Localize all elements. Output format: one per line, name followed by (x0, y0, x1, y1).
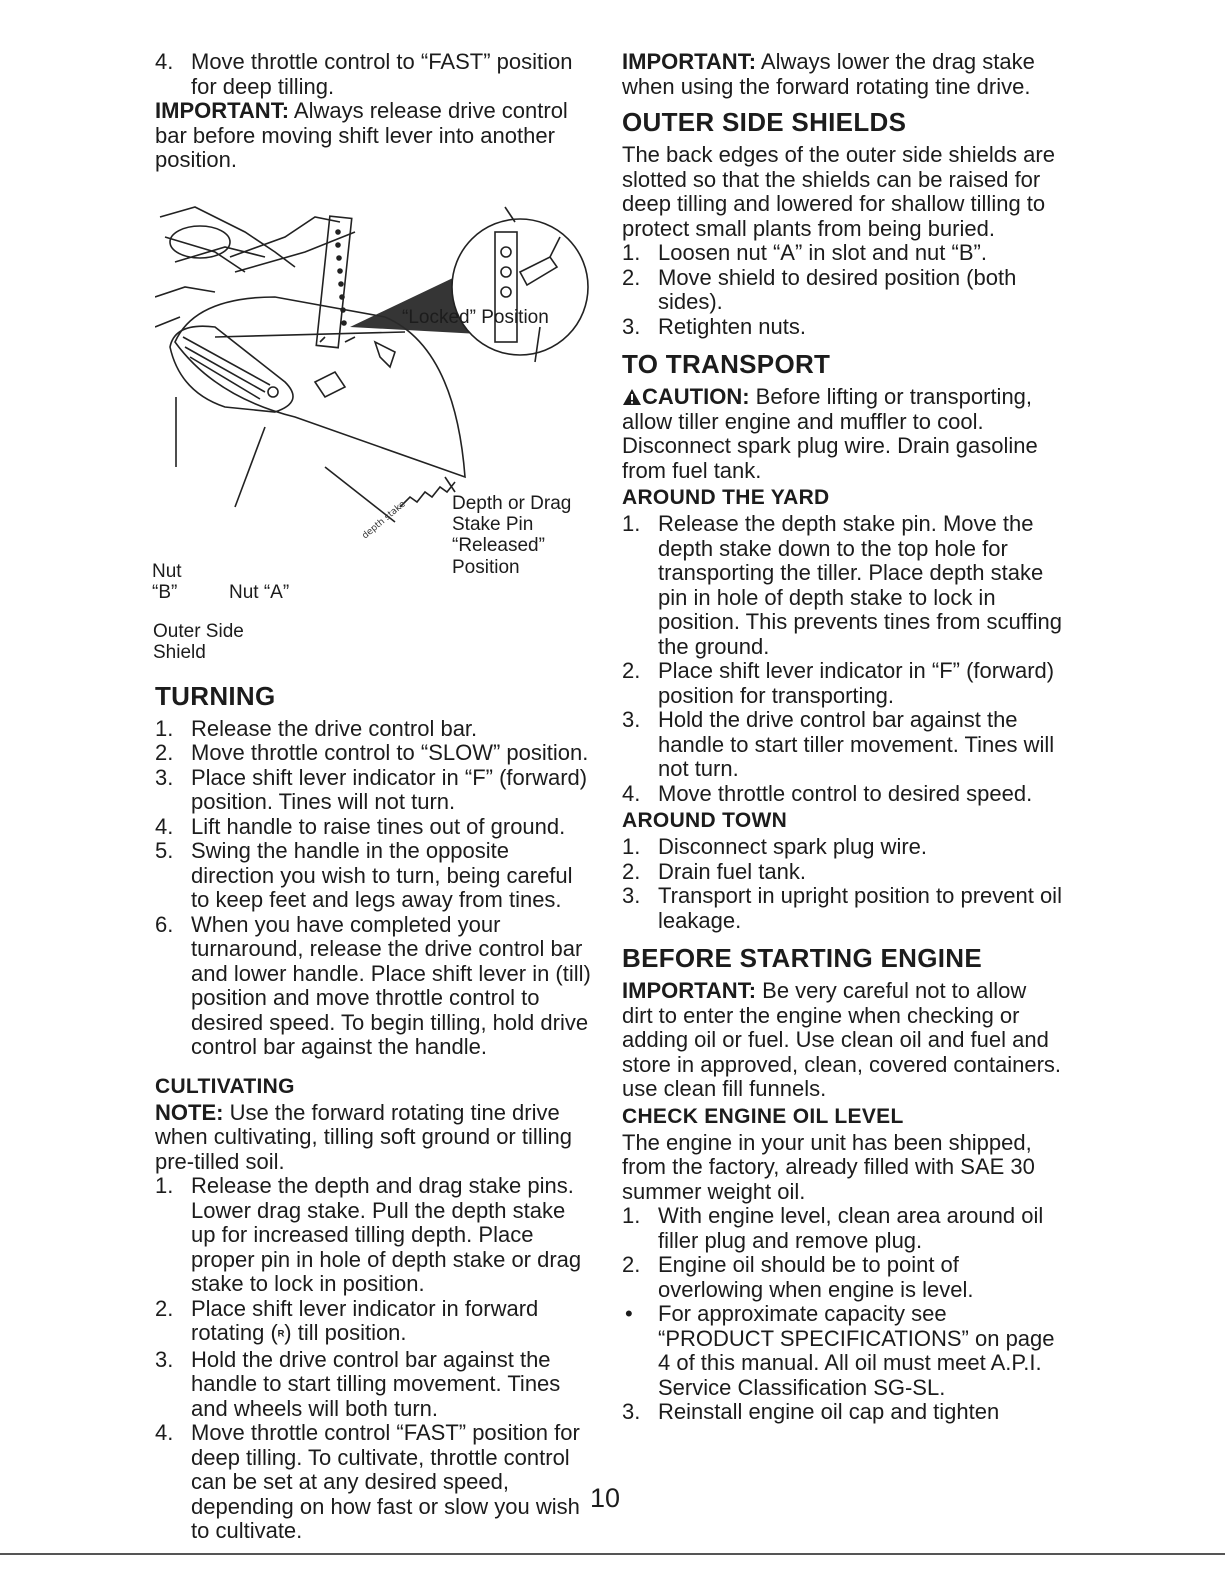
step-text: Place shift lever indicator in forward rotating ( (191, 1295, 539, 1345)
tiller-stake-figure (155, 177, 595, 549)
step-text: Release the depth stake pin. Move the depth stake down to the top hole for transporting the tiller. Place depth stake pin in hole of depth stake to lock in position. This prevents tines from scuffing the ground. (658, 511, 1062, 659)
step-number: 3. (622, 313, 641, 339)
nut-b-label-line1: Nut (152, 560, 182, 582)
cultivating-step (155, 1421, 595, 1544)
step-text: Move throttle control to “FAST” position for deep tilling. (191, 49, 573, 99)
depth-label-line2: Stake Pin (452, 513, 534, 535)
caution-text: Before lifting or transporting, allow tiller engine and muffler to cool. Disconnect spark plug wire. Drain gasoline from fuel tank. (622, 384, 1038, 483)
important-text: Be very careful not to allow dirt to enter the engine when checking or adding oil or fuel. Use clean oil and fuel and store in approved, clean, covered containers. use clean fill funnels. (622, 978, 1062, 1101)
check-oil-heading: CHECK ENGINE OIL LEVEL (622, 1104, 904, 1128)
intro-steps (155, 50, 595, 99)
oil-step (622, 1204, 1062, 1253)
town-step (622, 860, 1062, 885)
step-number: 3. (622, 883, 641, 908)
turning-steps (155, 717, 595, 1060)
depth-label-line1: Depth or Drag (452, 492, 572, 514)
step-number: 3. (155, 764, 174, 790)
step-number: 2. (622, 658, 641, 683)
town-step (622, 835, 1062, 860)
before-starting-engine-heading: BEFORE STARTING ENGINE (622, 943, 983, 973)
stake-text: depth stake (360, 498, 408, 541)
important-label: IMPORTANT: (622, 978, 757, 1003)
step-text-tail: ) till position. (284, 1320, 407, 1345)
nut-b-label-line2: “B” (152, 581, 178, 603)
forward-till-symbol-icon: ᴿ (277, 1327, 285, 1343)
yard-step (622, 708, 1062, 782)
step-text: Move throttle control to desired speed. (658, 780, 1033, 806)
step-number: 4. (155, 49, 174, 74)
cultivating-steps (155, 1174, 595, 1544)
check-oil-text: The engine in your unit has been shipped, from the factory, already filled with SAE 30 summer weight oil. (622, 1129, 1035, 1204)
step-number: 1. (622, 511, 641, 536)
around-the-yard-heading: AROUND THE YARD (622, 486, 830, 509)
step-text: With engine level, clean area around oil filler plug and remove plug. (658, 1203, 1044, 1253)
important-text: Always release drive control bar before moving shift lever into another position. (155, 98, 568, 172)
yard-steps (622, 512, 1062, 806)
position-label: Position (452, 556, 520, 578)
step-number: 1. (622, 834, 641, 859)
caution-note (622, 385, 1062, 483)
step-number: 6. (155, 911, 174, 937)
warning-icon (622, 388, 642, 406)
important-label: IMPORTANT: (622, 49, 757, 74)
oil-step (622, 1400, 1062, 1425)
step-text: Lift handle to raise tines out of ground. (191, 813, 566, 839)
cultivating-step (155, 1297, 595, 1348)
caution-label (622, 384, 750, 409)
step-text: For approximate capacity see “PRODUCT SPECIFICATIONS” on page 4 of this manual. All oil must meet A.P.I. Service Classification SG-SL. (658, 1301, 1055, 1400)
step-text: Transport in upright position to prevent oil leakage. (658, 883, 1062, 933)
step-text: Release the depth and drag stake pins. Lower drag stake. Pull the depth stake up for increased tilling depth. Place proper pin in hole of depth stake or drag stake to lock in position. (191, 1173, 582, 1296)
step-number: 2. (155, 740, 174, 765)
step-number: 2. (622, 264, 641, 290)
step-number: 2. (622, 1252, 641, 1277)
turning-step (155, 839, 595, 913)
town-step (622, 884, 1062, 933)
step-text: Disconnect spark plug wire. (658, 834, 928, 859)
step-number: 1. (622, 1203, 641, 1228)
step-number: 4. (155, 813, 174, 839)
bullet-marker: • (625, 1301, 633, 1326)
turning-step (155, 766, 595, 815)
step-number: 4. (622, 780, 641, 806)
nut-a-label: Nut “A” (229, 581, 290, 603)
step-text: Hold the drive control bar against the handle to start tilling movement. Tines and wheels will both turn. (191, 1346, 561, 1421)
important-label: IMPORTANT: (155, 98, 290, 123)
yard-step (622, 659, 1062, 708)
step-number: 4. (155, 1420, 174, 1445)
outer-shield-step (622, 241, 1062, 266)
important-text: Always lower the drag stake when using the forward rotating tine drive. (622, 49, 1035, 99)
cultivating-step (155, 1174, 595, 1297)
town-steps (622, 835, 1062, 933)
turning-step (155, 913, 595, 1060)
shield-label: Shield (153, 641, 206, 663)
step-text: Release the drive control bar. (191, 715, 478, 741)
outer-side-shields-text: The back edges of the outer side shields are slotted so that the shields can be raised for deep tilling and lowered for shallow tilling to protect small plants from being buried. (622, 142, 1055, 241)
step-number: 2. (622, 858, 641, 884)
yard-step (622, 782, 1062, 807)
outer-side-label: Outer Side (153, 620, 244, 642)
step-number: 1. (622, 240, 641, 265)
step-text: Hold the drive control bar against the handle to start tiller movement. Tines will not turn. (658, 707, 1055, 781)
right-column (622, 50, 1062, 1425)
left-column (152, 49, 595, 1544)
cultivating-heading: CULTIVATING (155, 1074, 295, 1098)
important-note-2 (622, 50, 1062, 99)
turning-heading: TURNING (155, 680, 276, 711)
oil-steps (622, 1204, 1062, 1425)
note-text: Use the forward rotating tine drive when cultivating, tilling soft ground or tilling pre-tilled soil. (155, 1099, 573, 1174)
outer-side-shields-heading: OUTER SIDE SHIELDS (622, 107, 907, 137)
cultivating-step (155, 1348, 595, 1422)
step-number: 5. (155, 838, 174, 863)
step-text: Drain fuel tank. (658, 858, 806, 884)
engine-important-note (622, 979, 1062, 1102)
step-text: Move throttle control to “SLOW” position. (191, 740, 589, 765)
step-text: Place shift lever indicator in “F” (forward) position. Tines will not turn. (191, 764, 588, 814)
locked-position-label: “Locked” Position (402, 306, 549, 328)
step-text: Loosen nut “A” in slot and nut “B”. (658, 240, 987, 265)
outer-shield-steps (622, 241, 1062, 339)
released-label: “Released” (452, 534, 545, 556)
step-text: Place shift lever indicator in “F” (forward) position for transporting. (658, 658, 1055, 708)
step-text: Move shield to desired position (both sides). (658, 264, 1017, 314)
step-number: 1. (155, 1173, 174, 1198)
page-number: 10 (590, 1483, 621, 1513)
oil-step (622, 1302, 1062, 1400)
step-number: 3. (622, 1399, 641, 1424)
note-label: NOTE: (155, 1099, 224, 1125)
outer-shield-step (622, 266, 1062, 315)
caution-label-text: CAUTION: (642, 384, 750, 409)
turning-step (155, 741, 595, 766)
intro-step (155, 50, 595, 99)
step-number: 3. (155, 1346, 174, 1372)
step-number: 2. (155, 1295, 174, 1321)
step-text: Reinstall engine oil cap and tighten (658, 1399, 1000, 1424)
step-number: 1. (155, 715, 174, 741)
step-text: Swing the handle in the opposite direction you wish to turn, being careful to keep feet and legs away from tines. (191, 838, 573, 912)
around-town-heading: AROUND TOWN (622, 809, 788, 832)
yard-step (622, 512, 1062, 659)
turning-step (155, 815, 595, 840)
to-transport-heading: TO TRANSPORT (622, 349, 831, 379)
important-note-1 (155, 99, 595, 173)
step-text: Move throttle control “FAST” position for deep tilling. To cultivate, throttle control can be set at any desired speed, depending on how fast or slow you wish to cultivate. (191, 1420, 580, 1543)
oil-step (622, 1253, 1062, 1302)
cultivating-note (155, 1101, 595, 1175)
outer-shield-step (622, 315, 1062, 340)
step-text: When you have completed your turnaround, release the drive control bar and lower handle. Place shift lever in (till) position and move throttle control to desired speed. To begin tilling, hold drive control bar against the handle. (191, 911, 591, 1059)
step-text: Engine oil should be to point of overlowing when engine is level. (658, 1252, 974, 1302)
step-text: Retighten nuts. (658, 313, 806, 339)
bottom-rule (0, 1553, 1225, 1555)
step-number: 3. (622, 707, 641, 732)
turning-step (155, 717, 595, 742)
